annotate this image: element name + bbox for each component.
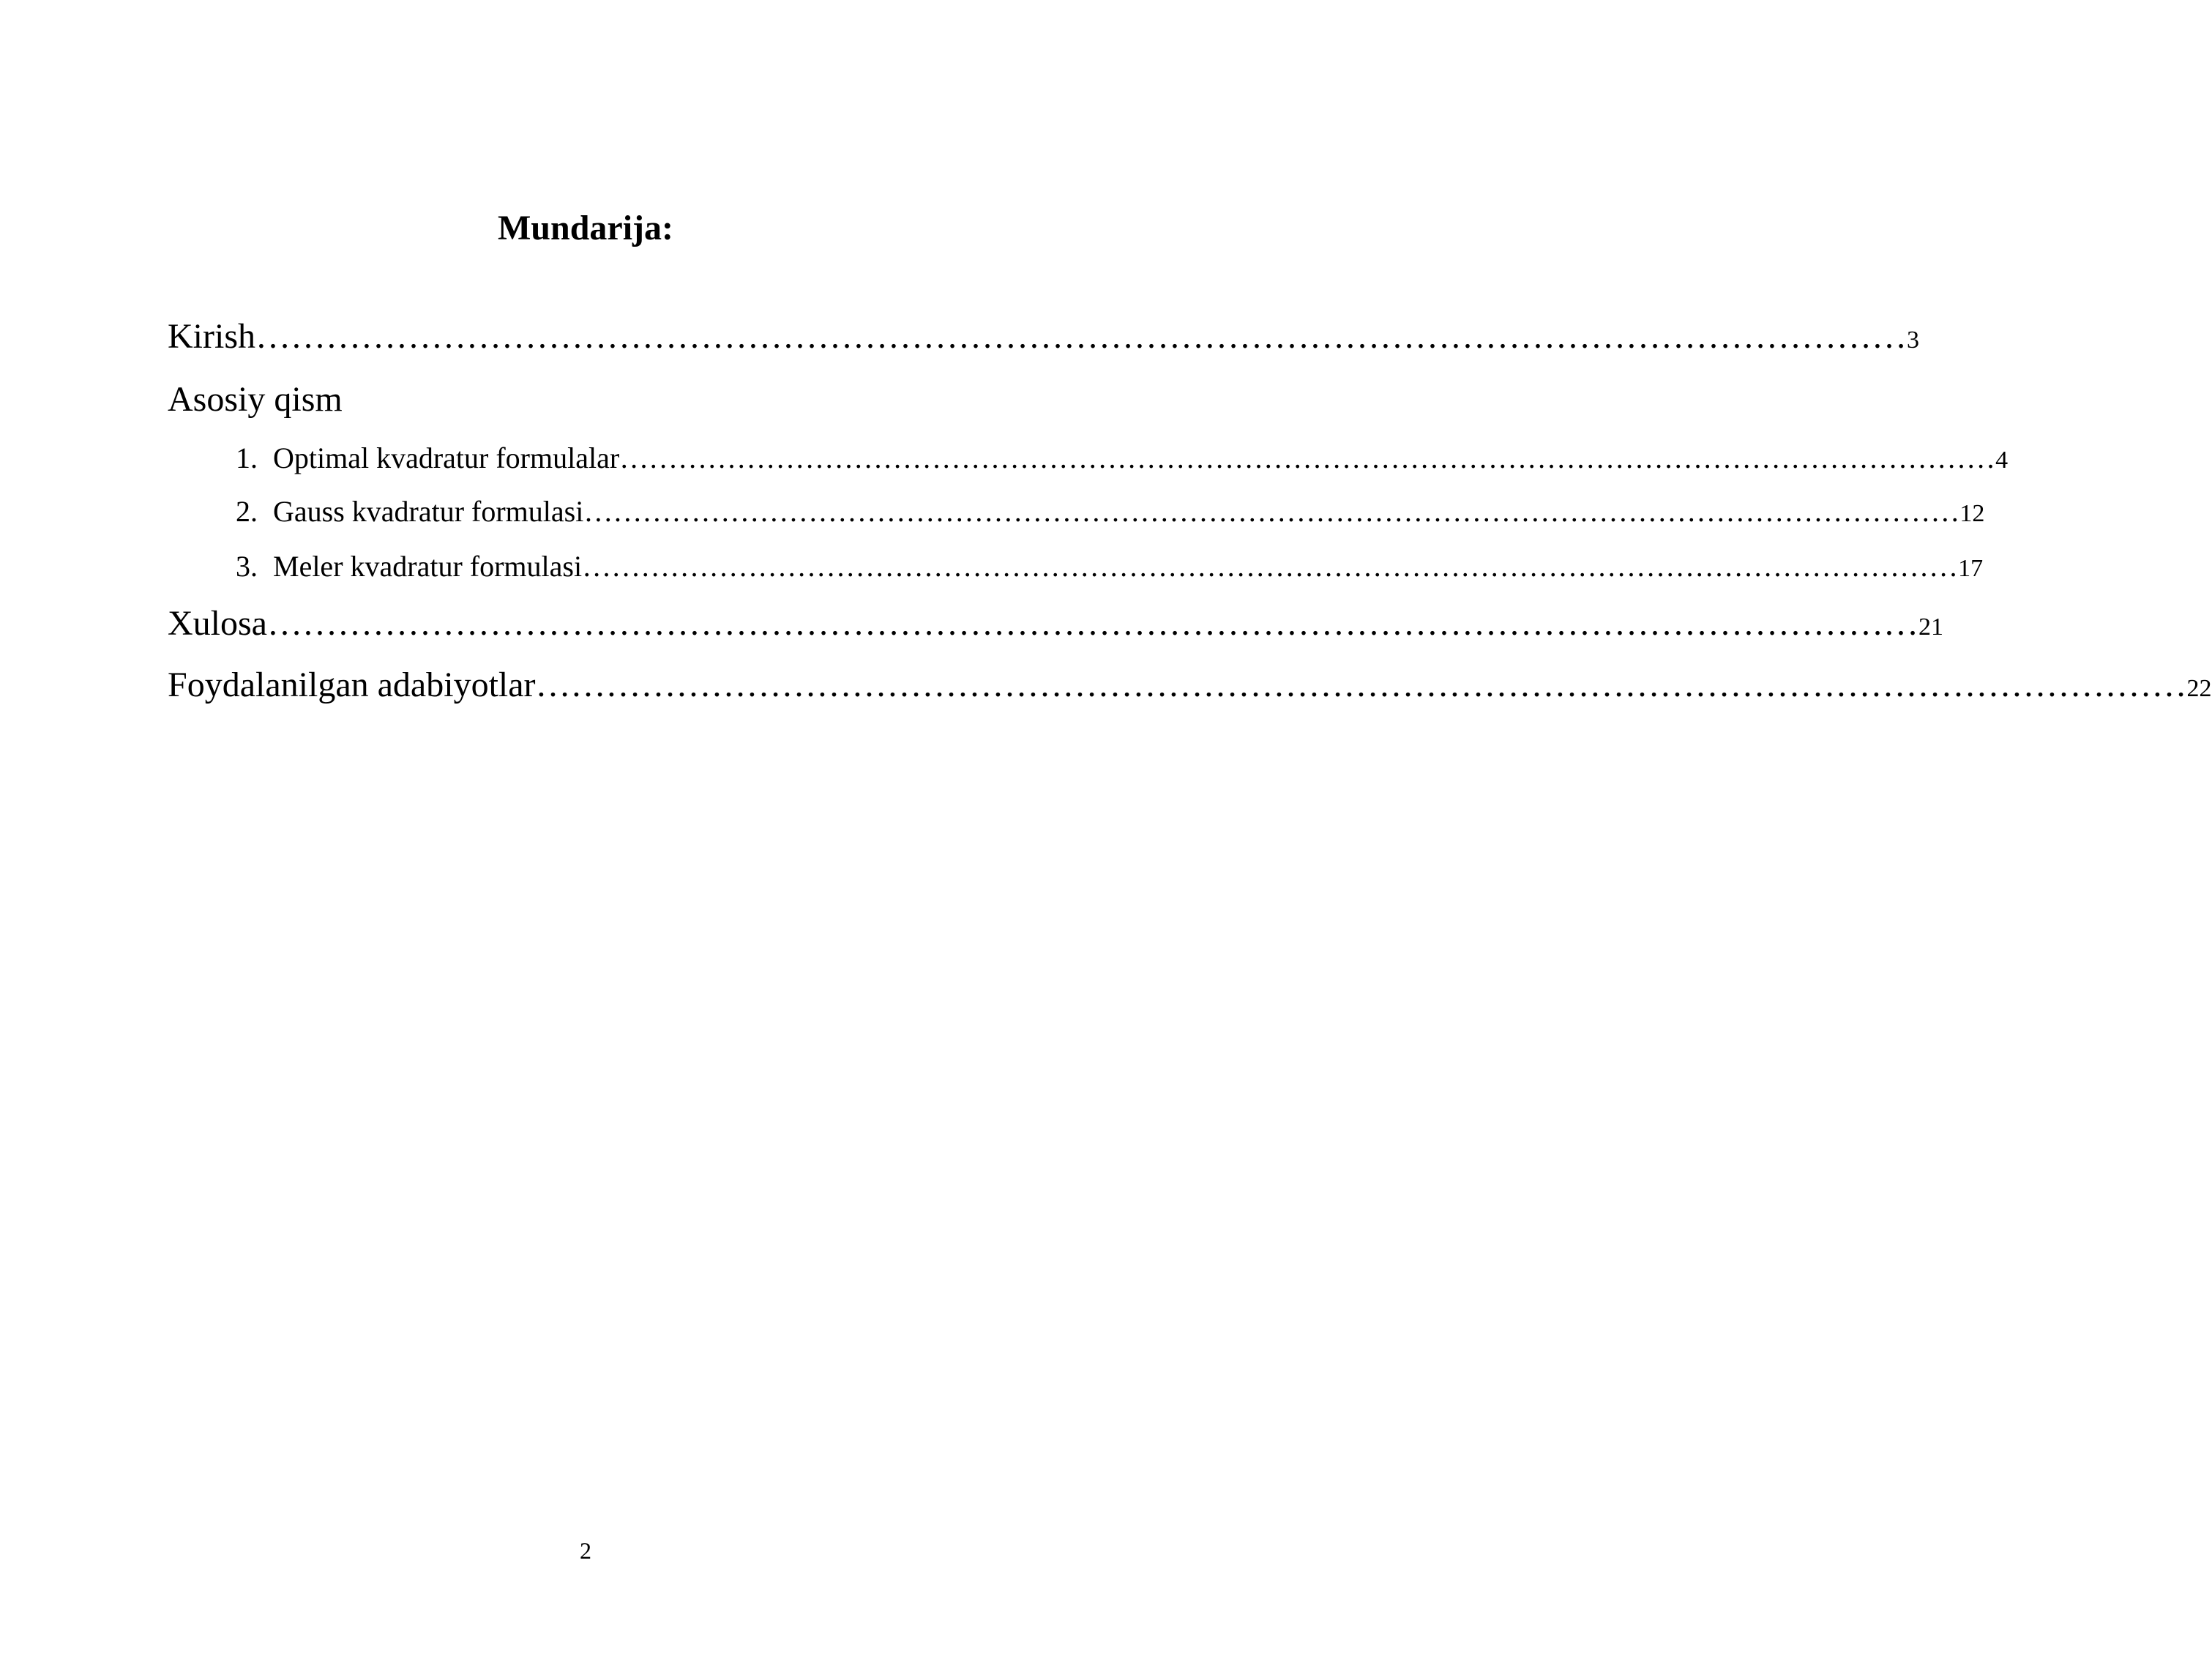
toc-entry-label: Gauss kvadratur formulasi <box>273 495 584 528</box>
toc-section-asosiy: Asosiy qism <box>168 380 343 419</box>
toc-entry-label: Kirish <box>168 317 255 356</box>
toc-entry-meler <box>236 548 1984 588</box>
toc-entry-xulosa <box>168 602 1943 649</box>
toc-entry-adabiyotlar <box>168 663 2212 711</box>
toc-page-number: 4 <box>1995 447 2009 474</box>
dot-leader: …………………………………………………………………………………………………………………………… <box>266 604 1918 643</box>
toc-entry-label: Optimal kvadratur formulalar <box>273 441 620 474</box>
toc-entry-kirish <box>168 315 1919 362</box>
page-number: 2 <box>580 1537 591 1564</box>
dot-leader: …………………………………………………………………………………………………………………………… <box>255 317 1907 356</box>
dot-leader: …………………………………………………………………………………………………………………………… <box>619 441 1996 474</box>
toc-page-number: 17 <box>1958 555 1984 582</box>
toc-entry-label: Meler kvadratur formulasi <box>273 550 583 583</box>
dot-leader: …………………………………………………………………………………………………………………………… <box>582 550 1959 583</box>
toc-page-number: 3 <box>1907 327 1919 354</box>
toc-entry-number: 3. <box>236 550 258 583</box>
toc-entry-label: Xulosa <box>168 604 267 643</box>
toc-entry-number: 1. <box>236 441 258 474</box>
toc-page-number: 21 <box>1918 613 1943 641</box>
toc-entry-number: 2. <box>236 495 258 528</box>
toc-page-number: 12 <box>1959 500 1985 527</box>
toc-title: Mundarija: <box>498 209 673 247</box>
dot-leader: …………………………………………………………………………………………………………………………… <box>535 665 2187 704</box>
toc-entry-label: Foydalanilgan adabiyotlar <box>168 665 536 704</box>
toc-entry-gauss <box>236 493 1985 533</box>
toc-entry-optimal <box>236 439 2009 480</box>
dot-leader: …………………………………………………………………………………………………………………………… <box>583 495 1960 528</box>
toc-page-number: 22 <box>2186 675 2212 702</box>
